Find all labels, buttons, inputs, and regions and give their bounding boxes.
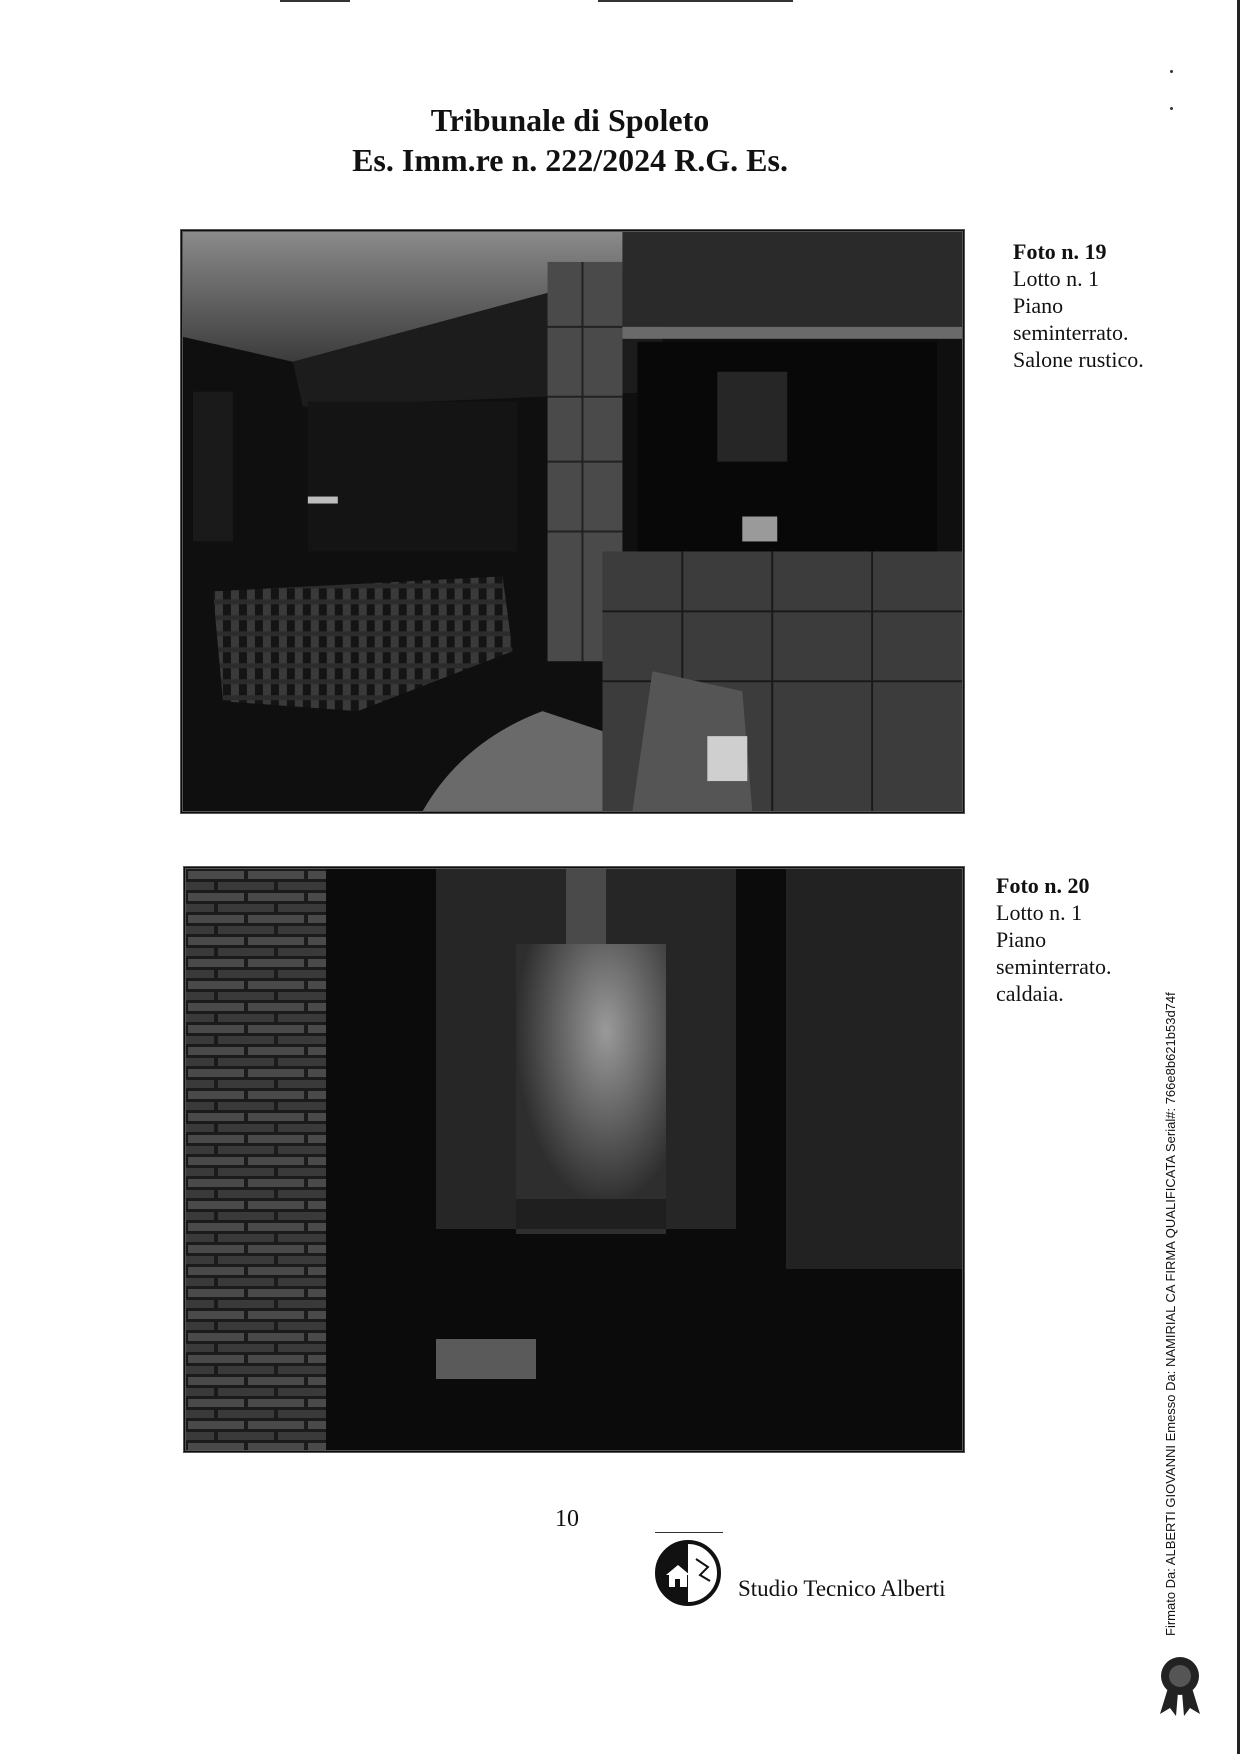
photo-20: [183, 866, 965, 1453]
caption-line: Piano: [996, 927, 1047, 952]
case-reference: Es. Imm.re n. 222/2024 R.G. Es.: [352, 142, 788, 178]
scan-speck: [1170, 70, 1173, 73]
studio-logo-icon: [652, 1537, 724, 1609]
studio-name: Studio Tecnico Alberti: [738, 1576, 946, 1601]
photo-19-caption: [1013, 238, 1144, 373]
page-number: 10: [555, 1506, 579, 1532]
photo-number: Foto n. 20: [996, 873, 1090, 898]
caption-line: seminterrato.: [996, 954, 1112, 979]
scan-speck: [1170, 107, 1173, 110]
photo-19: [180, 229, 965, 814]
document-header: [250, 100, 890, 180]
photo-20-caption: [996, 872, 1111, 1007]
caption-line: Lotto n. 1: [1013, 266, 1100, 291]
footer-rule: [655, 1532, 723, 1533]
caption-line: caldaia.: [996, 981, 1064, 1006]
caption-line: seminterrato.: [1013, 320, 1129, 345]
court-title: Tribunale di Spoleto: [430, 102, 710, 138]
digital-signature-text: Firmato Da: ALBERTI GIOVANNI Emesso Da: NAMIRIAL CA FIRMA QUALIFICATA Serial#: 766e8b621b53d74f: [1163, 992, 1178, 1636]
caption-line: Lotto n. 1: [996, 900, 1083, 925]
caption-line: Salone rustico.: [1013, 347, 1144, 372]
photo-number: Foto n. 19: [1013, 239, 1107, 264]
caption-line: Piano: [1013, 293, 1064, 318]
scan-artifact: [598, 0, 793, 2]
scan-artifact: [280, 0, 350, 2]
signature-seal-icon: [1156, 1654, 1204, 1716]
